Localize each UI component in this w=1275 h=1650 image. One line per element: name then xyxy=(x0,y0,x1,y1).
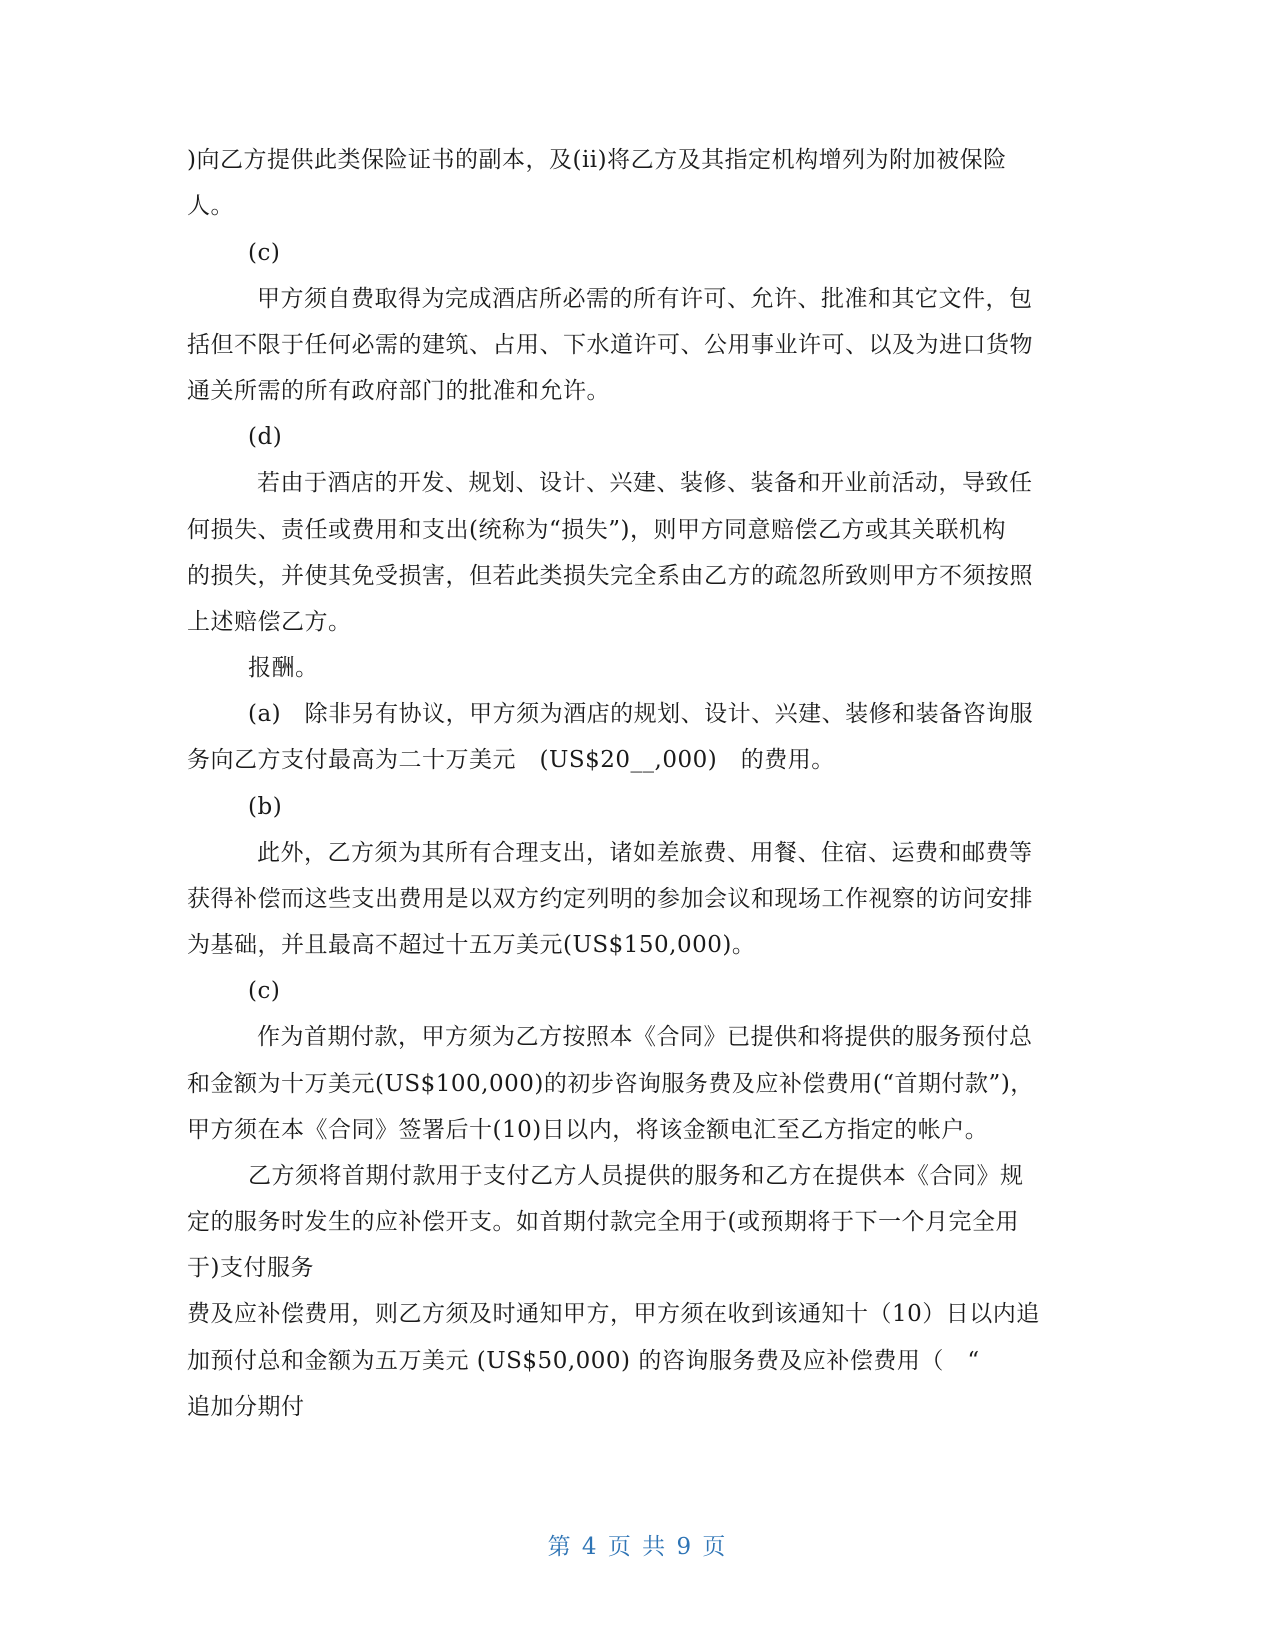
paragraph-line: 此外，乙方须为其所有合理支出，诸如差旅费、用餐、住宿、运费和邮费等 xyxy=(257,840,1033,866)
paragraph-line: 和金额为十万美元(US$100,000)的初步咨询服务费及应补偿费用(“首期付款”)， xyxy=(187,1071,1034,1097)
paragraph-line: 乙方须将首期付款用于支付乙方人员提供的服务和乙方在提供本《合同》规 xyxy=(248,1163,1024,1189)
paragraph-line: 人。 xyxy=(187,193,234,219)
paragraph-line: 上述赔偿乙方。 xyxy=(187,609,352,635)
paragraph-line: )向乙方提供此类保险证书的副本，及(ii)将乙方及其指定机构增列为附加被保险 xyxy=(187,147,1007,173)
paragraph-line: 加预付总和金额为五万美元 (US$50,000) 的咨询服务费及应补偿费用（ “ xyxy=(187,1348,980,1374)
paragraph-line: 获得补偿而这些支出费用是以双方约定列明的参加会议和现场工作视察的访问安排 xyxy=(187,886,1033,912)
paragraph-line: 定的服务时发生的应补偿开支。如首期付款完全用于(或预期将于下一个月完全用 xyxy=(187,1209,1019,1235)
section-heading: 报酬。 xyxy=(248,655,319,681)
paragraph-line: 追加分期付 xyxy=(187,1394,305,1420)
clause-label: (c) xyxy=(248,978,281,1004)
paragraph-line: 费及应补偿费用，则乙方须及时通知甲方，甲方须在收到该通知十（10）日以内追 xyxy=(187,1301,1040,1327)
paragraph-line: 通关所需的所有政府部门的批准和允许。 xyxy=(187,378,610,404)
clause-label: (c) xyxy=(248,240,281,266)
paragraph-line: 作为首期付款，甲方须为乙方按照本《合同》已提供和将提供的服务预付总 xyxy=(257,1024,1033,1050)
paragraph-line: 括但不限于任何必需的建筑、占用、下水道许可、公用事业许可、以及为进口货物 xyxy=(187,332,1033,358)
paragraph-line: 的损失，并使其免受损害，但若此类损失完全系由乙方的疏忽所致则甲方不须按照 xyxy=(187,563,1033,589)
paragraph-line: 甲方须自费取得为完成酒店所必需的所有许可、允许、批准和其它文件，包 xyxy=(257,286,1033,312)
paragraph-line: 为基础，并且最高不超过十五万美元(US$150,000)。 xyxy=(187,932,756,958)
paragraph-line: 务向乙方支付最高为二十万美元 (US$20__,000) 的费用。 xyxy=(187,747,835,773)
paragraph-line: 甲方须在本《合同》签署后十(10)日以内，将该金额电汇至乙方指定的帐户。 xyxy=(187,1117,989,1143)
clause-label: (d) xyxy=(248,424,283,450)
paragraph-line: 于)支付服务 xyxy=(187,1255,314,1281)
paragraph-line: 若由于酒店的开发、规划、设计、兴建、装修、装备和开业前活动，导致任 xyxy=(257,470,1033,496)
paragraph-line: 何损失、责任或费用和支出(统称为“损失”)，则甲方同意赔偿乙方或其关联机构 xyxy=(187,517,1006,543)
paragraph-line: (a) 除非另有协议，甲方须为酒店的规划、设计、兴建、装修和装备咨询服 xyxy=(248,701,1034,727)
page-number-footer: 第 4 页 共 9 页 xyxy=(547,1534,728,1560)
clause-label: (b) xyxy=(248,794,283,820)
